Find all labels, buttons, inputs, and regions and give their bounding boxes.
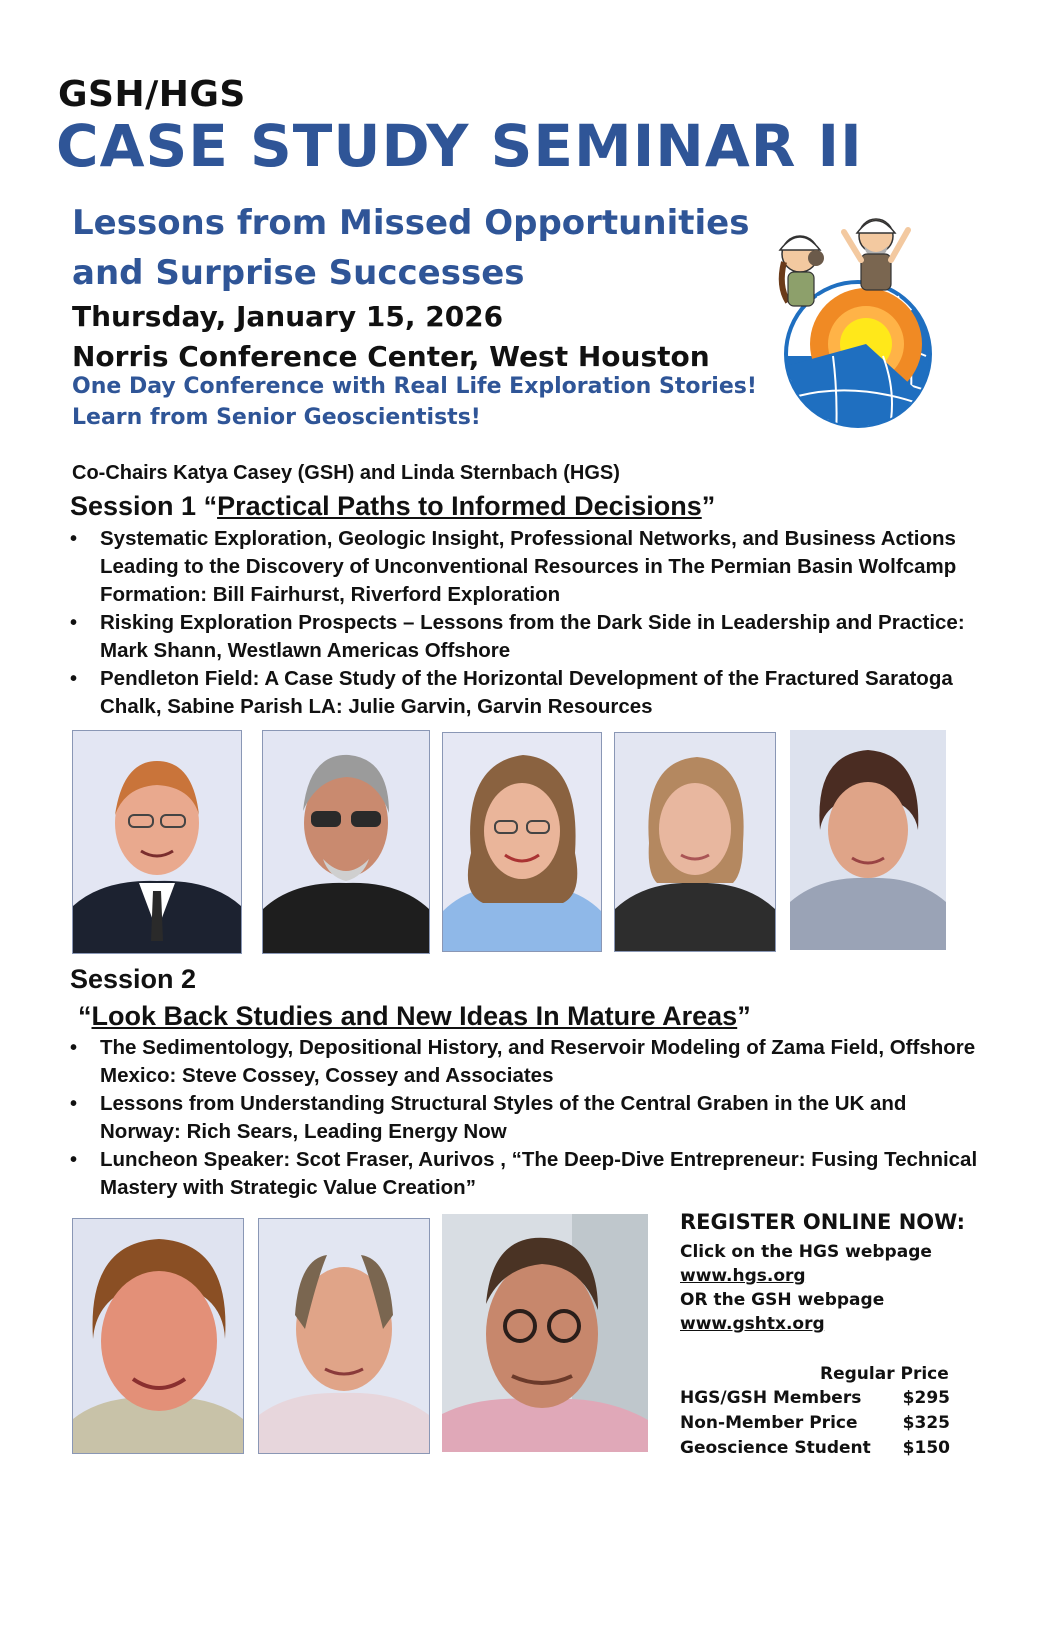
- speaker-photo: [262, 730, 430, 954]
- session-1-title: Practical Paths to Informed Decisions: [217, 491, 702, 521]
- session-2-close-quote: ”: [737, 1001, 751, 1031]
- session-2-open-quote: “: [78, 1001, 92, 1031]
- geoscientist-globe-logo: [758, 206, 954, 430]
- speaker-photo: [790, 730, 946, 950]
- speaker-photo: [614, 732, 776, 952]
- register-heading: REGISTER ONLINE NOW:: [680, 1210, 966, 1234]
- session-2-title: Look Back Studies and New Ideas In Mature Areas: [91, 1001, 738, 1031]
- tagline-2: Learn from Senior Geoscientists!: [72, 405, 481, 430]
- list-item: • Pendleton Field: A Case Study of the Horizontal Development of the Fractured Saratoga Chalk, Sabine Parish LA: Julie Garvin, Garvin Resources: [70, 665, 990, 721]
- speaker-photo: [72, 1218, 244, 1454]
- session-2-heading: [78, 1001, 751, 1032]
- price-row: [680, 1413, 950, 1433]
- price-column-header: Regular Price: [820, 1364, 949, 1384]
- subtitle-line-2: and Surprise Successes: [72, 253, 525, 293]
- org-name: GSH/HGS: [58, 74, 246, 115]
- gsh-website-link[interactable]: www.gshtx.org: [680, 1314, 825, 1334]
- subtitle-line-1: Lessons from Missed Opportunities: [72, 203, 750, 243]
- price-label: Geoscience Student: [680, 1438, 871, 1458]
- price-value: $295: [902, 1388, 950, 1408]
- price-row: [680, 1388, 950, 1408]
- page-title: CASE STUDY SEMINAR II: [56, 112, 863, 180]
- subtitle: [72, 198, 749, 298]
- price-value: $150: [902, 1438, 950, 1458]
- speaker-photo: [72, 730, 242, 954]
- list-item: • Luncheon Speaker: Scot Fraser, Aurivos , “The Deep-Dive Entrepreneur: Fusing Technical Mastery with Strategic Value Creation”: [70, 1146, 990, 1202]
- list-item: • Risking Exploration Prospects – Lessons from the Dark Side in Leadership and Practice: Mark Shann, Westlawn Americas Offshore: [70, 609, 990, 665]
- session-1-talk-list: [70, 525, 990, 721]
- session-2-talk-list: [70, 1034, 990, 1202]
- event-date: Thursday, January 15, 2026: [72, 300, 504, 333]
- session-2-label: Session 2: [70, 964, 197, 994]
- tagline-1: One Day Conference with Real Life Exploration Stories!: [72, 374, 757, 399]
- session-1-close-quote: ”: [701, 491, 716, 521]
- event-venue: Norris Conference Center, West Houston: [72, 340, 710, 373]
- price-value: $325: [902, 1413, 950, 1433]
- session-1-heading: [70, 491, 715, 522]
- speaker-photo: [442, 732, 602, 952]
- register-hgs-text: Click on the HGS webpage: [680, 1242, 932, 1262]
- list-item: • Systematic Exploration, Geologic Insight, Professional Networks, and Business Actions Leading to the Discovery of Unconventional Resources in The Permian Basin Wolfcamp Formation: Bill Fairhurst, Riverford Exploration: [70, 525, 990, 609]
- price-label: HGS/GSH Members: [680, 1388, 862, 1408]
- list-item: • Lessons from Understanding Structural Styles of the Central Graben in the UK and Norway: Rich Sears, Leading Energy Now: [70, 1090, 990, 1146]
- price-label: Non-Member Price: [680, 1413, 858, 1433]
- register-gsh-text: OR the GSH webpage: [680, 1290, 885, 1310]
- list-item: • The Sedimentology, Depositional History, and Reservoir Modeling of Zama Field, Offshore Mexico: Steve Cossey, Cossey and Associates: [70, 1034, 990, 1090]
- session-1-label: Session 1 “: [70, 491, 218, 521]
- speaker-photo: [442, 1214, 648, 1452]
- speaker-photo: [258, 1218, 430, 1454]
- hgs-website-link[interactable]: www.hgs.org: [680, 1266, 806, 1286]
- co-chairs: Co-Chairs Katya Casey (GSH) and Linda Sternbach (HGS): [72, 462, 620, 484]
- price-row: [680, 1438, 950, 1458]
